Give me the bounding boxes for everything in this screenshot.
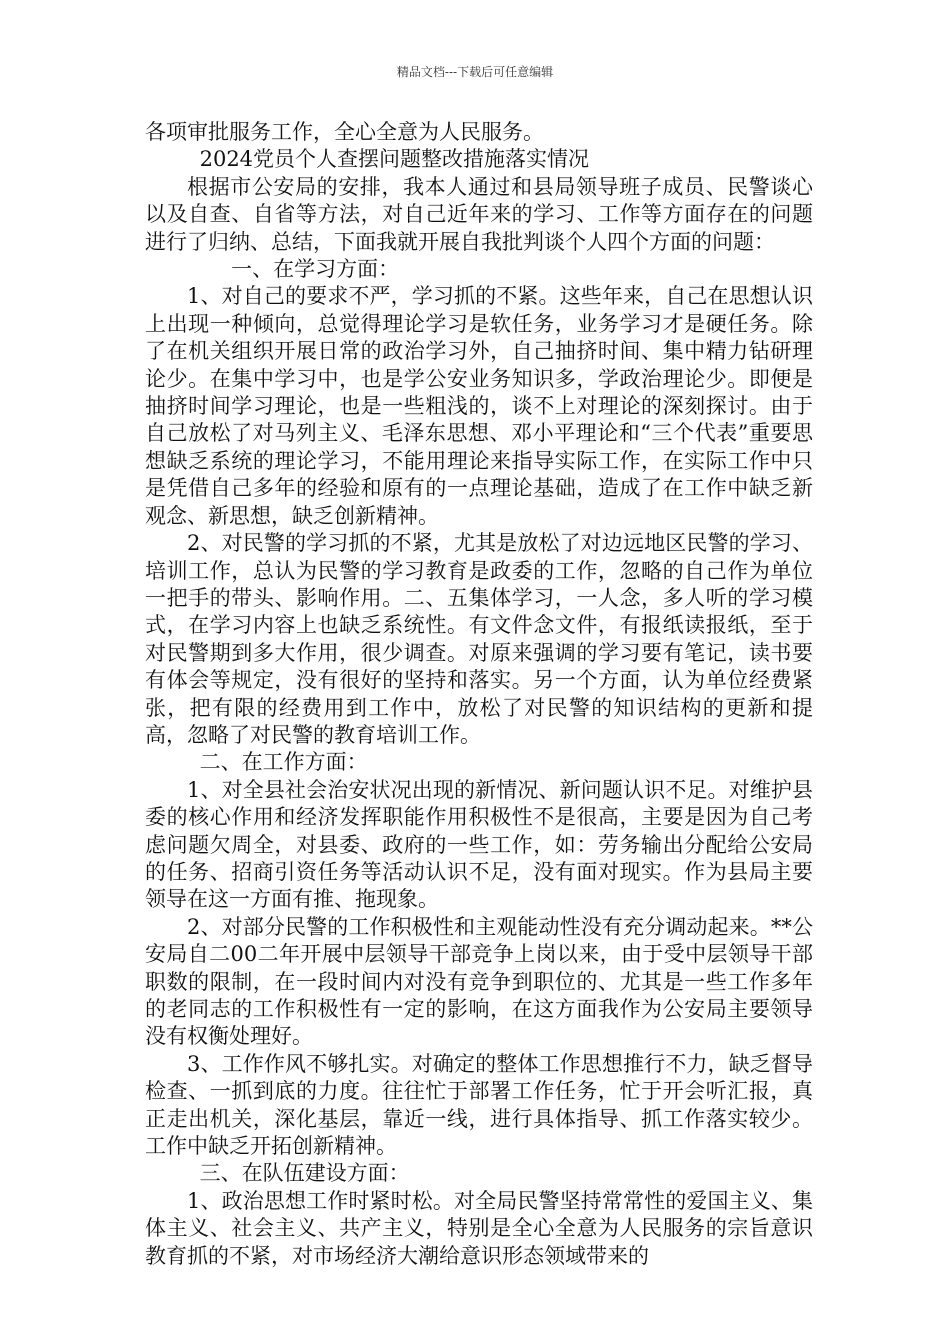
document-title: 2024党员个人查摆问题整改措施落实情况 — [199, 147, 590, 172]
section-heading-team: 三、在队伍建设方面： — [199, 1161, 410, 1186]
paragraph-work-2: 2、对部分民警的工作积极性和主观能动性没有充分调动起来。**公安局自二00二年开展中层领导干部竞争上岗以来，由于受中层领导干部职数的限制，在一段时间内对没有竞争到职位的、尤其是一些工作多年的老同志的工作积极性有一定的影响，在这方面我作为公安局主要领导没有权衡处理好。 — [145, 914, 813, 1049]
section-heading-work: 二、在工作方面： — [199, 750, 368, 775]
section-heading-study: 一、在学习方面： — [231, 257, 400, 282]
document-body — [145, 119, 813, 1270]
paragraph-study-2: 2、对民警的学习抓的不紧，尤其是放松了对边远地区民警的学习、培训工作，总认为民警的学习教育是政委的工作，忽略的自己作为单位一把手的带头、影响作用。二、五集体学习，一人念，多人听的学习模式，在学习内容上也缺乏系统性。有文件念文件，有报纸读报纸，至于对民警期到多大作用，很少调查。对原来强调的学习要有笔记，读书要有体会等规定，没有很好的坚持和落实。另一个方面，认为单位经费紧张，把有限的经费用到工作中，放松了对民警的知识结构的更新和提高，忽略了对民警的教育培训工作。 — [145, 531, 813, 747]
paragraph-continuation: 各项审批服务工作，全心全意为人民服务。 — [145, 120, 544, 144]
paragraph-study-1: 1、对自己的要求不严，学习抓的不紧。这些年来，自己在思想认识上出现一种倾向，总觉得理论学习是软任务，业务学习才是硬任务。除了在机关组织开展日常的政治学习外，自己抽挤时间、集中精力钻研理论少。在集中学习中，也是学公安业务知识多，学政治理论少。即便是抽挤时间学习理论，也是一些粗浅的，谈不上对理论的深刻探讨。由于自己放松了对马列主义、毛泽东思想、邓小平理论和“三个代表”重要思想缺乏系统的理论学习，不能用理论来指导实际工作，在实际工作中只是凭借自己多年的经验和原有的一点理论基础，造成了在工作中缺乏新观念、新思想，缺乏创新精神。 — [145, 284, 813, 528]
paragraph-work-3: 3、工作作风不够扎实。对确定的整体工作思想推行不力，缺乏督导检查、一抓到底的力度。往往忙于部署工作任务，忙于开会听汇报，真正走出机关，深化基层，靠近一线，进行具体指导、抓工作落实较少。工作中缺乏开拓创新精神。 — [145, 1051, 813, 1159]
paragraph-team-1: 1、政治思想工作时紧时松。对全局民警坚持常常性的爱国主义、集体主义、社会主义、共产主义，特别是全心全意为人民服务的宗旨意识教育抓的不紧，对市场经济大潮给意识形态领域带来的 — [145, 1188, 813, 1268]
paragraph-intro: 根据市公安局的安排，我本人通过和县局领导班子成员、民警谈心以及自查、自省等方法，对自己近年来的学习、工作等方面存在的问题进行了归纳、总结，下面我就开展自我批判谈个人四个方面的问题： — [145, 174, 813, 254]
paragraph-work-1: 1、对全县社会治安状况出现的新情况、新问题认识不足。对维护县委的核心作用和经济发挥职能作用积极性不是很高，主要是因为自己考虑问题欠周全，对县委、政府的一些工作，如：劳务输出分配给公安局的任务、招商引资任务等活动认识不足，没有面对现实。作为县局主要领导在这一方面有推、拖现象。 — [145, 777, 813, 912]
page-header: 精品文档---下载后可任意编辑 — [396, 65, 554, 79]
